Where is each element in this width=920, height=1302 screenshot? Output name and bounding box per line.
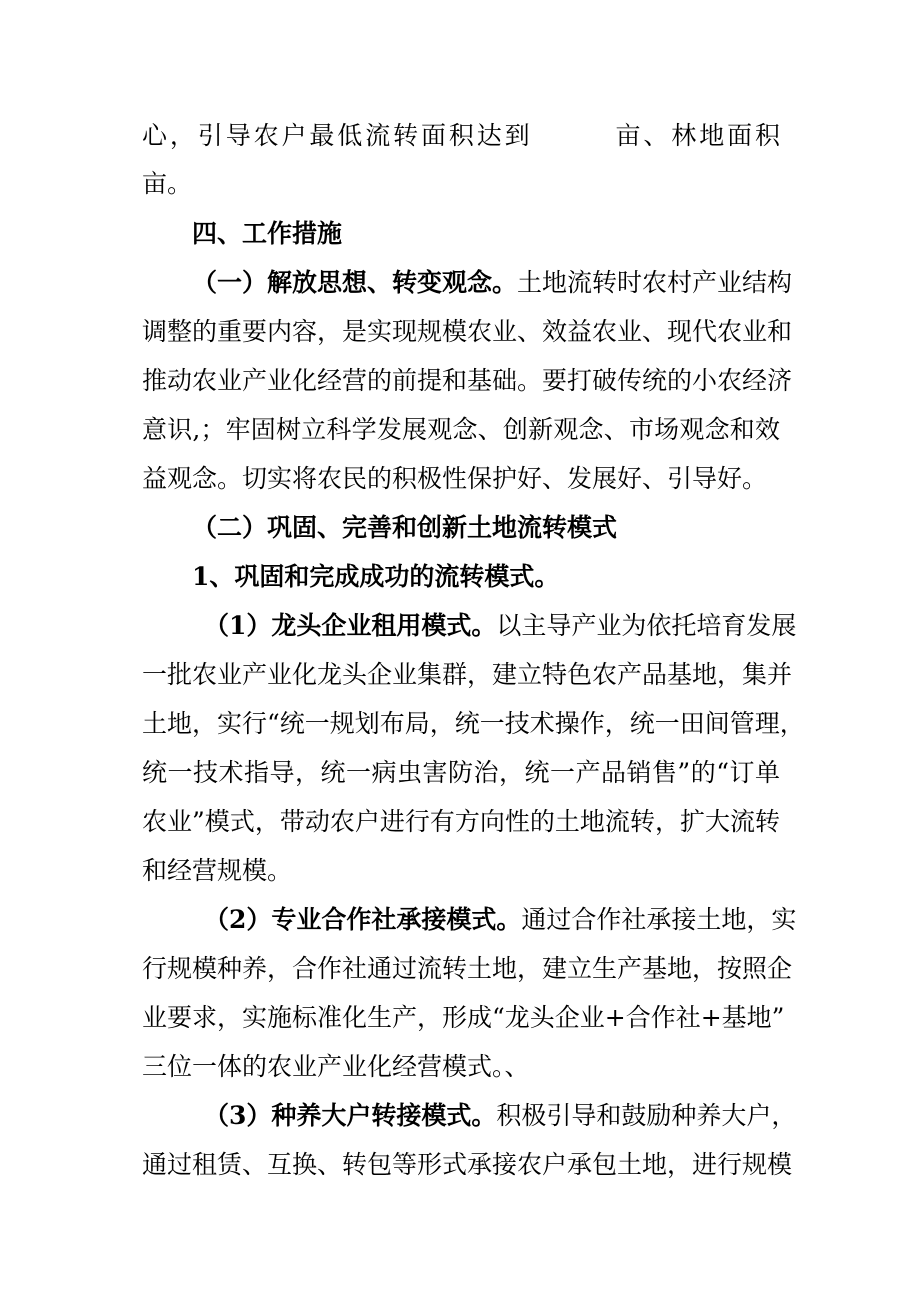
sub1-line-3: 推动农业产业化经营的前提和基础。要打破传统的小农经济 [142,366,793,395]
item1-heading: 1、巩固和完成成功的流转模式。 [192,562,560,591]
intro-line-1 [142,120,780,152]
sub1-text-1: 土地流转时农村产业结构 [517,268,793,297]
sub1-line-5: 益观念。切实将农民的积极性保护好、发展好、引导好。 [142,464,768,493]
mode1-line-4: 统一技术指导，统一病虫害防治，统一产品销售”的“订单 [142,758,780,787]
intro-text-2: 亩、林地面积 [612,121,780,150]
sub2-heading: （二）巩固、完善和创新土地流转模式 [192,513,618,542]
mode2-line-3: 业要求，实施标准化生产，形成“龙头企业+合作社+基地” [142,1003,785,1032]
mode2-text-1: 通过合作社承接土地，实 [521,905,797,934]
mode1-line-1 [204,610,797,642]
mode3-heading: （3）种养大户转接模式。 [204,1101,497,1130]
mode1-line-5: 农业”模式，带动农户进行有方向性的土地流转，扩大流转 [142,807,780,836]
intro-text-1: 心，引导农户最低流转面积达到 [142,121,533,150]
mode1-text-1: 以主导产业为依托培育发展 [496,611,797,640]
mode2-line-2: 行规模种养，合作社通过流转土地，建立生产基地，按照企 [142,954,793,983]
sub1-line-1 [192,267,793,299]
mode3-line-1 [204,1100,797,1132]
mode3-text-1: 积极引导和鼓励种养大户， [496,1101,797,1130]
sub1-heading: （一）解放思想、转变观念。 [192,268,518,297]
mode1-line-3: 土地，实行“统一规划布局，统一技术操作，统一田间管理， [142,709,805,738]
mode1-line-2: 一批农业产业化龙头企业集群，建立特色农产品基地，集并 [142,660,793,689]
mode1-heading: （1）龙头企业租用模式。 [204,611,497,640]
mode2-line-4: 三位一体的农业产业化经营模式。、 [142,1052,530,1081]
sub1-line-4: 意识,；牢固树立科学发展观念、创新观念、市场观念和效 [142,415,780,444]
section-heading: 四、工作措施 [192,219,343,248]
mode2-heading: （2）专业合作社承接模式。 [204,905,522,934]
mode3-line-2: 通过租赁、互换、转包等形式承接农户承包土地，进行规模 [142,1150,793,1179]
mode2-line-1 [204,904,797,936]
intro-line-2: 亩。 [142,169,193,198]
sub1-line-2: 调整的重要内容，是实现规模农业、效益农业、现代农业和 [142,317,793,346]
mode1-line-6: 和经营规模。 [142,856,293,885]
